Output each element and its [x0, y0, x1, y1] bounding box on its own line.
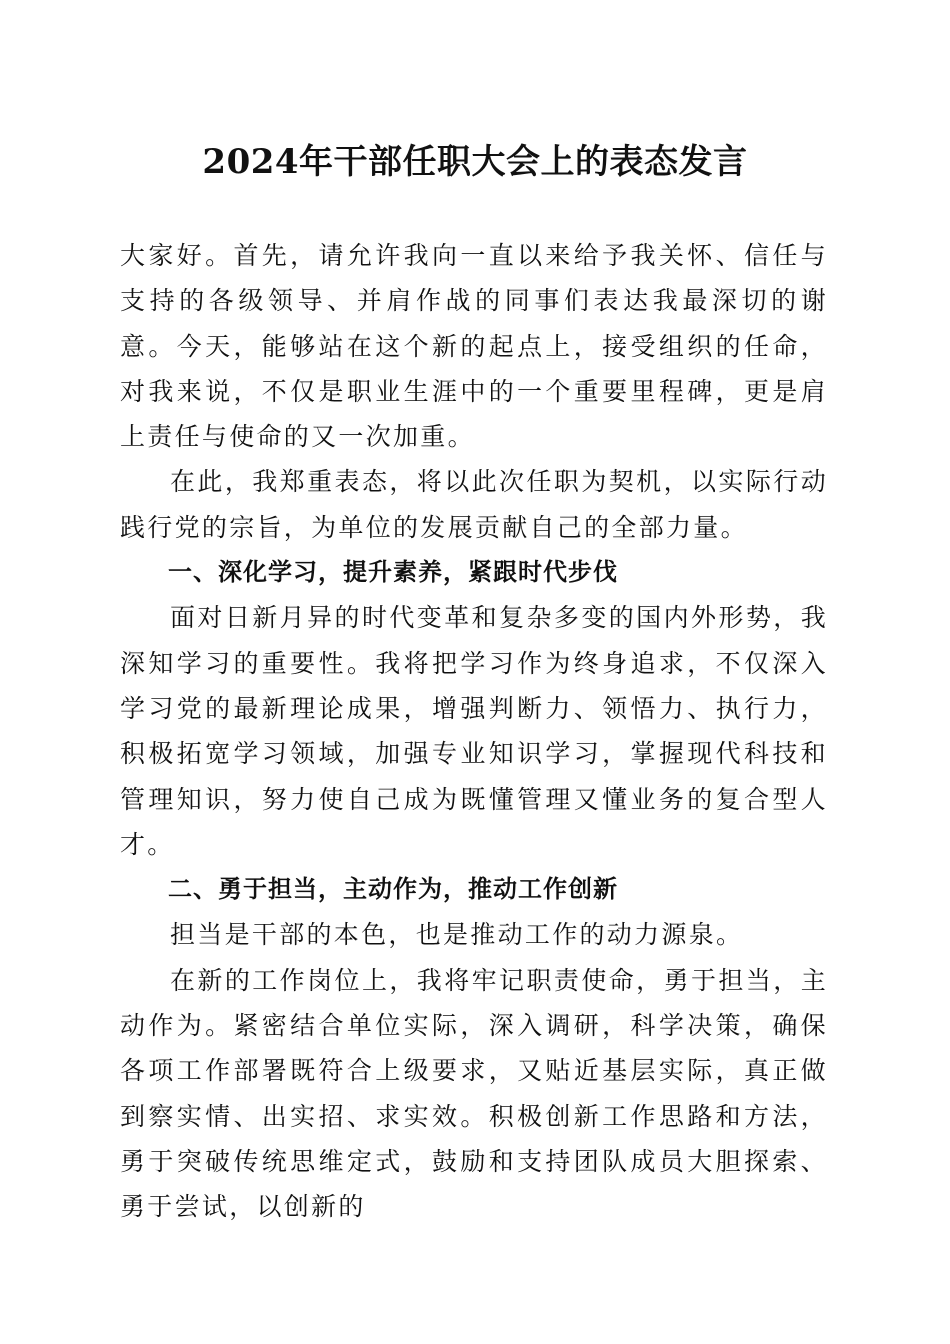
paragraph-greeting: 大家好。首先，请允许我向一直以来给予我关怀、信任与支持的各级领导、并肩作战的同事们表达我最深切的谢意。今天，能够站在这个新的起点上，接受组织的任命，对我来说，不仅是职业生涯中的一个重要里程碑，更是肩上责任与使命的又一次加重。: [120, 241, 828, 452]
section-heading-2: 二、勇于担当，主动作为，推动工作创新: [168, 875, 618, 904]
paragraph-learning: 面对日新月异的时代变革和复杂多变的国内外形势，我深知学习的重要性。我将把学习作为终身追求，不仅深入学习党的最新理论成果，增强判断力、领悟力、执行力，积极拓宽学习领域，加强专业知识学习，掌握现代科技和管理知识，努力使自己成为既懂管理又懂业务的复合型人才。: [120, 603, 828, 859]
section-heading-1: 一、深化学习，提升素养，紧跟时代步伐: [168, 558, 618, 587]
document-body: [120, 233, 828, 1230]
paragraph-pledge: 在此，我郑重表态，将以此次任职为契机，以实际行动践行党的宗旨，为单位的发展贡献自己的全部力量。: [120, 467, 828, 542]
paragraph-new-position: 在新的工作岗位上，我将牢记职责使命，勇于担当，主动作为。紧密结合单位实际，深入调研，科学决策，确保各项工作部署既符合上级要求，又贴近基层实际，真正做到察实情、出实招、求实效。积极创新工作思路和方法，勇于突破传统思维定式，鼓励和支持团队成员大胆探索、勇于尝试，以创新的: [120, 965, 828, 1222]
document-title: 2024年干部任职大会上的表态发言: [202, 142, 748, 182]
paragraph-responsibility: 担当是干部的本色，也是推动工作的动力源泉。: [170, 920, 744, 950]
